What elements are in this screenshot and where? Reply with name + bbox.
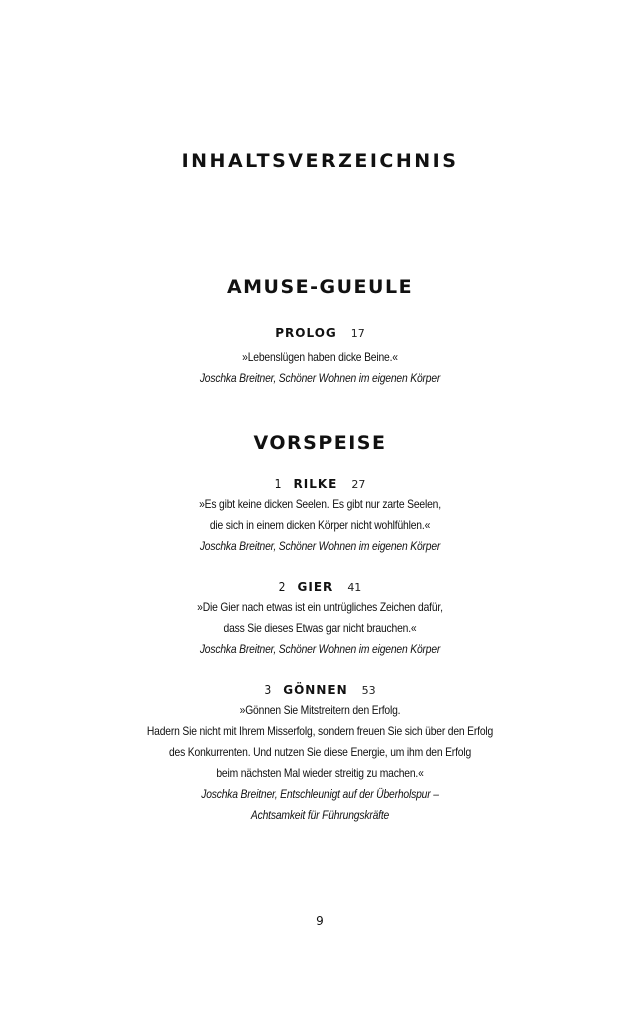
section-heading: VORSPEISE — [253, 432, 387, 454]
entry-heading — [0, 474, 640, 494]
entry-title: PROLOG — [275, 326, 337, 340]
entry-quote-line: Hadern Sie nicht mit Ihrem Misserfolg, sondern freuen Sie sich über den Erfolg — [146, 724, 494, 738]
entry-source-line: Joschka Breitner, Schöner Wohnen im eigenen Körper — [199, 539, 441, 553]
entry-title: GÖNNEN — [283, 683, 348, 697]
entry-page-number: 27 — [351, 478, 366, 491]
entry-heading — [0, 680, 640, 700]
entry-source-line: Joschka Breitner, Schöner Wohnen im eigenen Körper — [199, 371, 441, 385]
entry-source-line: Joschka Breitner, Entschleunigt auf der Überholspur – — [201, 787, 439, 801]
entry-quote-line: dass Sie dieses Etwas gar nicht brauchen.« — [223, 621, 417, 635]
entry-heading — [0, 323, 640, 343]
entry-quote-line: »Es gibt keine dicken Seelen. Es gibt nur zarte Seelen, — [199, 497, 441, 511]
toc-entry-goennen[interactable] — [0, 680, 640, 826]
toc-section-amuse-gueule — [0, 272, 640, 389]
page-number: 9 — [316, 914, 324, 928]
entry-source-line: Joschka Breitner, Schöner Wohnen im eigenen Körper — [199, 642, 441, 656]
toc-entry-prolog[interactable] — [0, 323, 640, 389]
toc-section-vorspeise — [0, 428, 640, 826]
entry-page-number: 53 — [361, 684, 376, 697]
entry-quote-line: »Die Gier nach etwas ist ein untrügliches Zeichen dafür, — [197, 600, 443, 614]
entry-quote-line: des Konkurrenten. Und nutzen Sie diese Energie, um ihm den Erfolg — [168, 745, 472, 759]
toc-entry-gier[interactable] — [0, 577, 640, 660]
entry-quote-line: »Lebenslügen haben dicke Beine.« — [242, 350, 398, 364]
section-heading: AMUSE-GUEULE — [226, 276, 414, 298]
page-title: INHALTSVERZEICHNIS — [181, 150, 459, 172]
entry-number: 2 — [278, 580, 286, 594]
entry-number: 1 — [274, 477, 282, 491]
toc-entry-rilke[interactable] — [0, 474, 640, 557]
entry-title: RILKE — [293, 477, 338, 491]
entry-number: 3 — [264, 683, 272, 697]
entry-heading — [0, 577, 640, 597]
entry-quote-line: »Gönnen Sie Mitstreitern den Erfolg. — [239, 703, 401, 717]
entry-title: GIER — [297, 580, 334, 594]
entry-page-number: 17 — [350, 327, 365, 340]
entry-source-line: Achtsamkeit für Führungskräfte — [250, 808, 390, 822]
entry-page-number: 41 — [347, 581, 362, 594]
entry-quote-line: beim nächsten Mal wieder streitig zu machen.« — [216, 766, 424, 780]
entry-quote-line: die sich in einem dicken Körper nicht wohlfühlen.« — [209, 518, 431, 532]
